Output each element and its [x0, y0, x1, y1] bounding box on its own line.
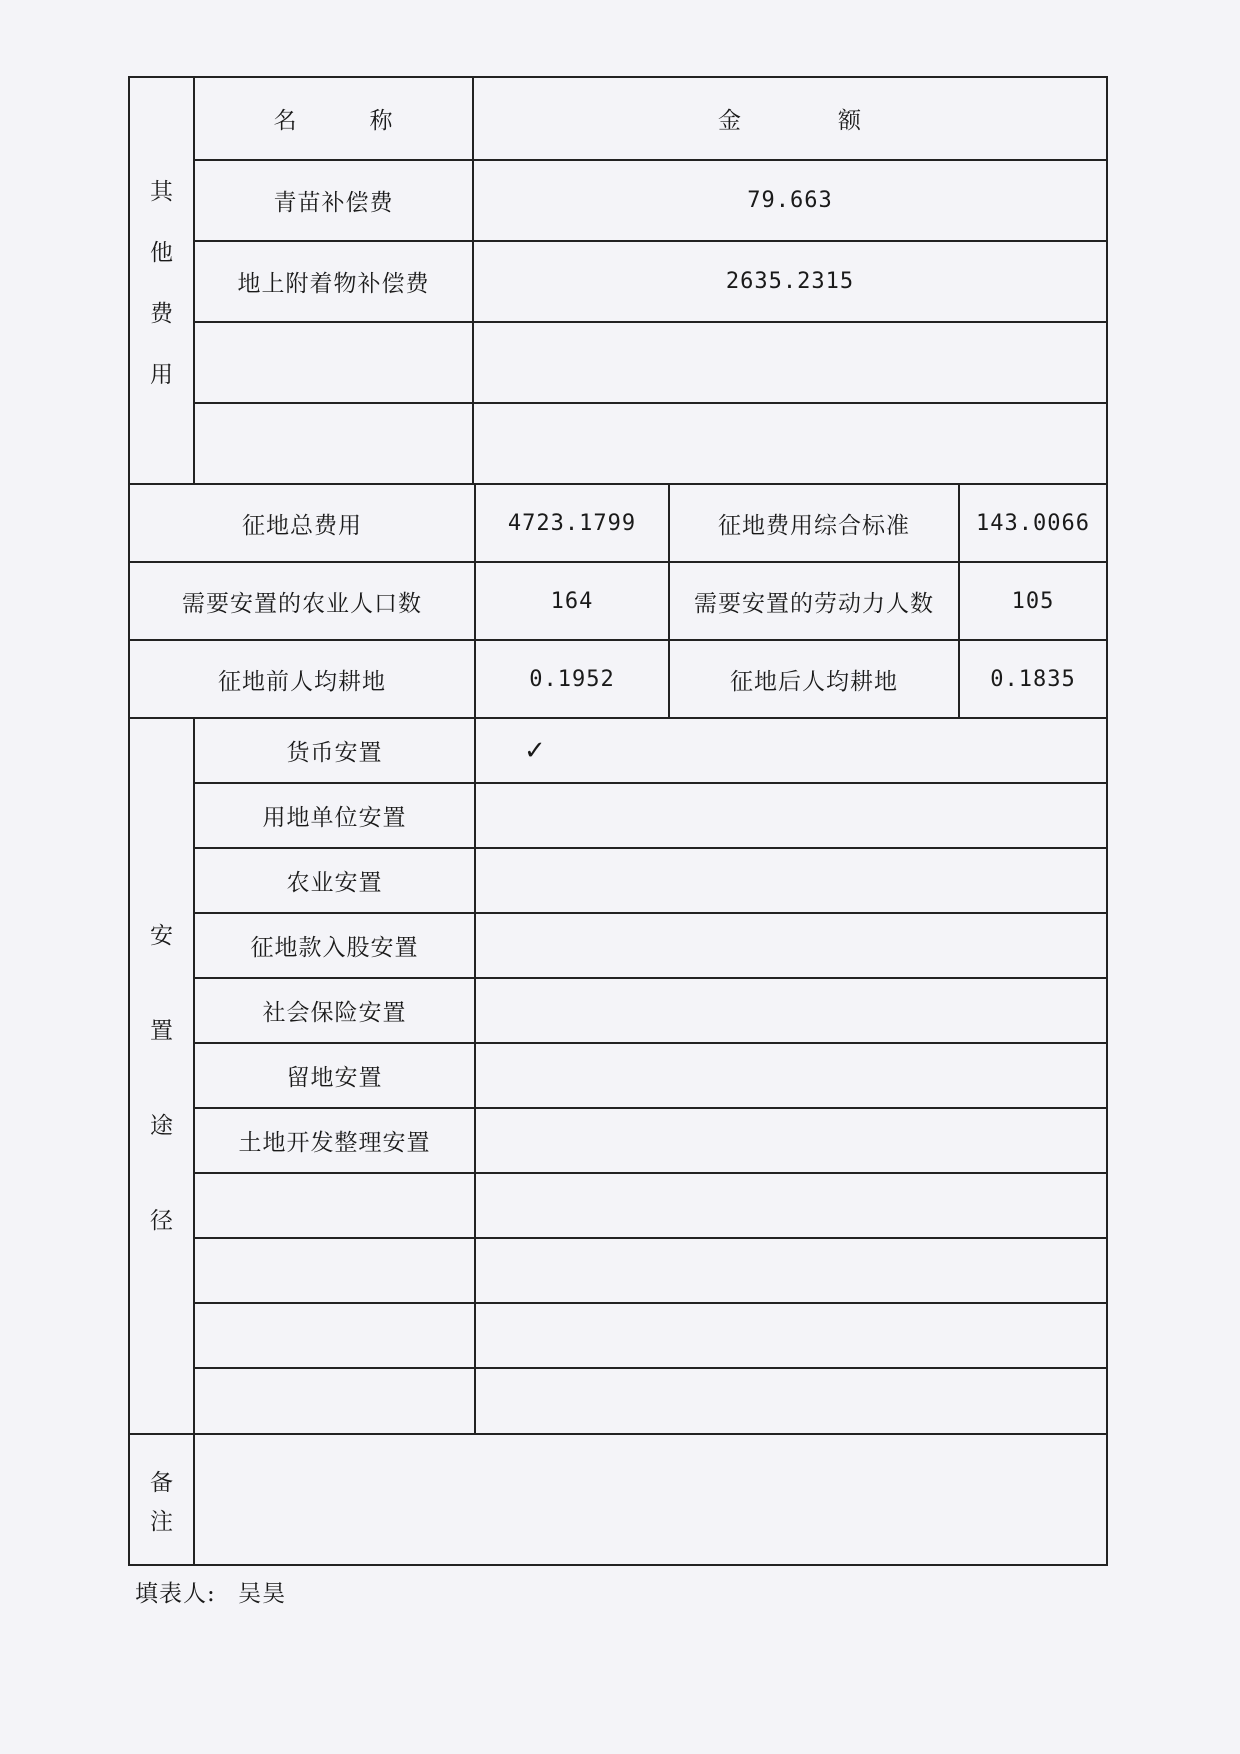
agri-pop-value: 164: [550, 588, 594, 614]
resettlement-name-cell: 农业安置: [286, 870, 383, 896]
resettlement-name-cell: 征地款入股安置: [250, 935, 419, 961]
resettlement-mark-cell: [476, 1239, 1106, 1302]
resettlement-name-cell: [195, 1174, 474, 1237]
form-filler: [135, 1575, 286, 1608]
resettlement-mark-cell: [476, 784, 1106, 847]
labor-value: 105: [1011, 588, 1055, 614]
label-char: 径: [150, 1208, 173, 1234]
before-label: 征地前人均耕地: [218, 668, 386, 695]
resettlement-name-cell: 用地单位安置: [262, 805, 407, 831]
resettlement-mark-cell: [476, 1174, 1106, 1237]
resettlement-mark-cell: [476, 914, 1106, 977]
label-char: 他: [150, 239, 173, 266]
checkmark-icon: ✓: [524, 735, 547, 766]
resettlement-name-cell: [195, 1304, 474, 1367]
fee-amount-cell: [474, 404, 1106, 483]
resettlement-mark-cell: [476, 1304, 1106, 1367]
label-char: 安: [150, 923, 173, 949]
resettlement-mark-cell: [476, 1044, 1106, 1107]
header-amount: 金 额: [718, 108, 862, 134]
remarks-content: [195, 1435, 1106, 1564]
label-char: 置: [150, 1018, 173, 1044]
resettlement-name-cell: [195, 1369, 474, 1433]
standard-label: 征地费用综合标准: [718, 512, 910, 539]
resettlement-mark-cell: [476, 1369, 1106, 1433]
standard-value: 143.0066: [976, 510, 1090, 536]
resettlement-mark-cell: [476, 979, 1106, 1042]
header-name: 名 称: [273, 108, 394, 134]
after-label: 征地后人均耕地: [730, 668, 898, 695]
agri-pop-label: 需要安置的农业人口数: [182, 590, 422, 617]
resettlement-name-cell: 留地安置: [286, 1065, 383, 1091]
before-value: 0.1952: [529, 666, 615, 692]
resettlement-mark-cell: [476, 849, 1106, 912]
resettlement-section-label: [130, 719, 193, 1433]
fee-name-cell: 青苗补偿费: [273, 190, 394, 216]
labor-label: 需要安置的劳动力人数: [694, 590, 934, 617]
land-requisition-table: [128, 76, 1108, 1566]
fee-name-cell: [195, 323, 472, 402]
filler-name: 吴昊: [238, 1581, 287, 1607]
after-value: 0.1835: [990, 666, 1076, 692]
resettlement-name-cell: [195, 1239, 474, 1302]
fee-name-cell: [195, 404, 472, 483]
fee-amount-cell: 79.663: [747, 188, 833, 213]
resettlement-name-cell: 土地开发整理安置: [238, 1130, 431, 1156]
label-char: 费: [150, 300, 173, 327]
resettlement-name-cell: 社会保险安置: [262, 1000, 407, 1026]
resettlement-name-cell: 货币安置: [286, 740, 383, 766]
filler-label: 填表人:: [135, 1581, 216, 1607]
fee-amount-cell: 2635.2315: [725, 269, 855, 294]
fee-name-cell: 地上附着物补偿费: [237, 271, 430, 297]
label-char: 备: [150, 1469, 173, 1496]
other-fees-section-label: [130, 78, 193, 483]
label-char: 注: [150, 1508, 173, 1535]
fee-amount-cell: [474, 323, 1106, 402]
label-char: 途: [150, 1113, 173, 1139]
resettlement-mark-cell: [476, 1109, 1106, 1172]
remarks-section-label: [130, 1435, 193, 1564]
label-char: 其: [150, 178, 173, 205]
total-fee-label: 征地总费用: [242, 512, 362, 539]
total-fee-value: 4723.1799: [507, 510, 637, 536]
label-char: 用: [150, 361, 173, 388]
